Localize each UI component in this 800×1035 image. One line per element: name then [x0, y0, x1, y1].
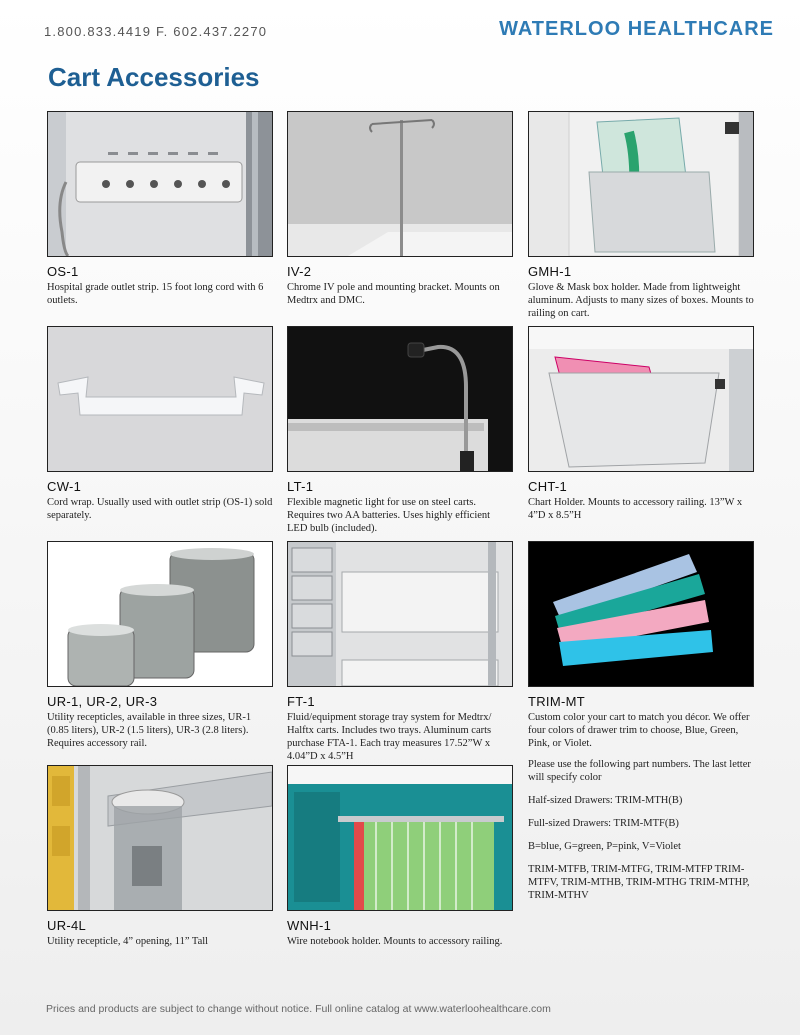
- product-ur-4l: [47, 765, 273, 948]
- product-code: IV-2: [287, 264, 312, 279]
- outlet-strip-image: [47, 111, 273, 257]
- product-code: CW-1: [47, 479, 82, 494]
- product-description: Glove & Mask box holder. Made from lightweight aluminum. Adjusts to many sizes of boxes. Mounts to railing on cart.: [528, 282, 754, 319]
- product-description: Utility recepticle, 4” opening, 11” Tall: [47, 936, 209, 947]
- product-ur-1-2-3: [47, 541, 273, 750]
- chart-holder-image: [528, 326, 754, 472]
- product-code: GMH-1: [528, 264, 572, 279]
- product-code: UR-1, UR-2, UR-3: [47, 694, 158, 709]
- glove-mask-holder-image: [528, 111, 754, 257]
- product-description: Chrome IV pole and mounting bracket. Mounts on Medtrx and DMC.: [287, 282, 500, 306]
- trim-color-legend: B=blue, G=green, P=pink, V=Violet: [528, 841, 681, 852]
- cord-wrap-image: [47, 326, 273, 472]
- trim-full: Full-sized Drawers: TRIM-MTF(B): [528, 818, 679, 829]
- trim-part-list: TRIM-MTFB, TRIM-MTFG, TRIM-MTFP TRIM-MTFV, TRIM-MTHB, TRIM-MTHG TRIM-MTHP, TRIM-MTHV: [528, 864, 750, 901]
- product-description: Wire notebook holder. Mounts to accessory railing.: [287, 936, 503, 947]
- product-description: Flexible magnetic light for use on steel carts. Requires two AA batteries. Uses highly efficient LED bulb (included).: [287, 497, 491, 534]
- trim-part-numbers: [528, 758, 754, 902]
- brand-name: WATERLOO HEALTHCARE: [499, 18, 774, 40]
- drawer-trim-image: [528, 541, 754, 687]
- product-os-1: [47, 111, 273, 307]
- utility-recepticles-image: [47, 541, 273, 687]
- utility-recepticle-image: [47, 765, 273, 911]
- product-description: Utility recepticles, available in three sizes, UR-1 (0.85 liters), UR-2 (1.5 liters), UR-3 (2.8 liters). Requires accessory rail.: [47, 712, 252, 749]
- product-description: Cord wrap. Usually used with outlet strip (OS-1) sold separately.: [47, 497, 273, 521]
- product-cw-1: [47, 326, 273, 522]
- trim-intro: Please use the following part numbers. The last letter will specify color: [528, 759, 751, 783]
- notebook-holder-image: [287, 765, 513, 911]
- product-description: Hospital grade outlet strip. 15 foot long cord with 6 outlets.: [47, 282, 264, 306]
- page-title: Cart Accessories: [48, 62, 260, 92]
- phone-fax: 1.800.833.4419 F. 602.437.2270: [44, 24, 268, 39]
- product-cht-1: [528, 326, 754, 522]
- product-code: UR-4L: [47, 918, 87, 933]
- product-code: TRIM-MT: [528, 694, 585, 709]
- product-code: WNH-1: [287, 918, 332, 933]
- product-wnh-1: [287, 765, 513, 948]
- product-iv-2: [287, 111, 513, 307]
- product-trim-mt: [528, 541, 754, 912]
- product-lt-1: [287, 326, 513, 535]
- trim-half: Half-sized Drawers: TRIM-MTH(B): [528, 795, 683, 806]
- product-description: Fluid/equipment storage tray system for Medtrx/ Halftx carts. Includes two trays. Aluminum carts purchase FTA-1. Each tray measures 17.52”W x 4.04”D x 4.5”H: [287, 712, 492, 762]
- magnetic-light-image: [287, 326, 513, 472]
- product-code: LT-1: [287, 479, 314, 494]
- iv-pole-image: [287, 111, 513, 257]
- storage-tray-image: [287, 541, 513, 687]
- product-ft-1: [287, 541, 513, 763]
- product-description: Chart Holder. Mounts to accessory railing. 13”W x 4”D x 8.5”H: [528, 497, 743, 521]
- product-code: OS-1: [47, 264, 79, 279]
- product-code: CHT-1: [528, 479, 568, 494]
- product-gmh-1: [528, 111, 754, 320]
- product-code: FT-1: [287, 694, 315, 709]
- product-description: Custom color your cart to match you décor. We offer four colors of drawer trim to choose, Blue, Green, Pink, or Violet.: [528, 712, 750, 749]
- footer-note: Prices and products are subject to change without notice. Full online catalog at www.waterloohealthcare.com: [46, 1003, 551, 1015]
